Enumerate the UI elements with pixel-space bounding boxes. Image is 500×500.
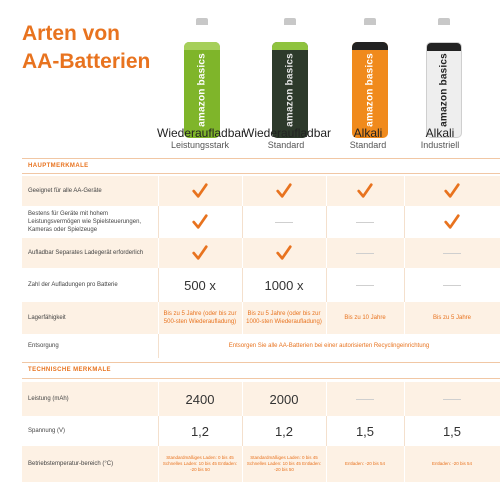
row-label: Spannung (V) [28,428,66,434]
battery-image-3 [350,18,390,126]
recharge-count-1: 500 x [184,277,216,293]
dash-icon [275,222,293,223]
section-divider [22,158,500,159]
dash-icon [443,285,461,286]
column-header-4-sub: Industriell [420,140,460,150]
battery-brand-3: amazon basics [364,53,376,127]
column-header-4 [397,126,483,151]
capacity-1: 2400 [185,391,215,407]
shelf-life-4: Bis zu 5 Jahre [432,315,472,321]
table-row [22,334,500,358]
row-label: Aufladbar Separates Ladegerät erforderlich [28,250,144,256]
column-header-2-name: Wiederaufladbar [243,126,332,140]
page-title [22,20,172,76]
capacity-2: 2000 [269,391,299,407]
battery-image-2 [270,18,310,126]
column-header-4-name: Alkali [425,126,455,140]
temperature-range-4: Entladen: -20 bis 54 [431,461,473,466]
voltage-3: 1,5 [355,423,375,439]
checkmark-icon [191,244,209,262]
title-line-1: Arten von [22,22,121,45]
row-label: Zahl der Aufladungen pro Batterie [28,282,118,288]
dash-icon [443,253,461,254]
battery-image-1 [182,18,222,126]
checkmark-icon [191,213,209,231]
section-divider [22,173,500,174]
temperature-range-3: Entladen: -20 bis 54 [344,461,386,466]
column-header-3-sub: Standard [349,140,387,150]
row-label: Betriebstemperatur-bereich (°C) [28,461,114,467]
checkmark-icon [275,182,293,200]
row-label: Lagerfähigkeit [28,315,66,321]
voltage-1: 1,2 [190,423,210,439]
section-label-main: HAUPTMERKMALE [28,163,89,169]
column-header-1-sub: Leistungsstark [170,140,230,150]
battery-brand-4: amazon basics [438,53,450,127]
table-row [22,238,500,268]
shelf-life-2: Bis zu 5 Jahre (oder bis zur 1000-sten Wiederaufladung) [246,311,322,325]
table-row [22,416,500,446]
table-row [22,176,500,206]
dash-icon [356,399,374,400]
disposal-note: Entsorgen Sie alle AA-Batterien bei einer autorisierten Recyclingeinrichtung [228,343,430,349]
checkmark-icon [443,182,461,200]
checkmark-icon [275,244,293,262]
column-header-2 [243,126,332,151]
column-header-3-name: Alkali [353,126,383,140]
row-label: Bestens für Geräte mit hohem Leistungsvermögen wie Spielsteuerungen, Kameras oder Spielzeuge [28,211,142,233]
voltage-4: 1,5 [442,423,462,439]
dash-icon [356,222,374,223]
dash-icon [356,285,374,286]
checkmark-icon [191,182,209,200]
section-divider [22,362,500,363]
table-row [22,382,500,416]
shelf-life-1: Bis zu 5 Jahre (oder bis zur 500-sten Wiederaufladung) [163,311,237,325]
temperature-range-2: Standardmäßiges Laden: 0 bis 45 Schnelles Laden: 10 bis 45 Entladen: -20 bis 50 [246,455,322,472]
section-label-tech: TECHNISCHE MERKMALE [28,367,111,373]
battery-brand-2: amazon basics [284,53,296,127]
table-row [22,302,500,334]
row-label: Leistung (mAh) [28,396,69,402]
table-row [22,206,500,238]
battery-brand-1: amazon basics [196,53,208,127]
title-line-2: AA-Batterien [22,50,151,73]
temperature-range-1: Standardmäßiges Laden: 0 bis 45 Schnelles Laden: 10 bis 45 Entladen: -20 bis 50 [162,455,238,472]
voltage-2: 1,2 [274,423,294,439]
shelf-life-3: Bis zu 10 Jahre [344,315,386,321]
column-header-2-sub: Standard [267,140,305,150]
table-row [22,446,500,482]
section-divider [22,378,500,379]
dash-icon [443,399,461,400]
battery-image-4 [424,18,464,126]
row-label: Entsorgung [28,343,59,349]
dash-icon [356,253,374,254]
checkmark-icon [443,213,461,231]
column-header-1-name: Wiederaufladbar [157,126,246,140]
checkmark-icon [356,182,374,200]
column-header-1 [157,126,246,151]
row-label: Geeignet für alle AA-Geräte [28,188,102,194]
recharge-count-2: 1000 x [264,277,304,293]
table-row [22,268,500,302]
